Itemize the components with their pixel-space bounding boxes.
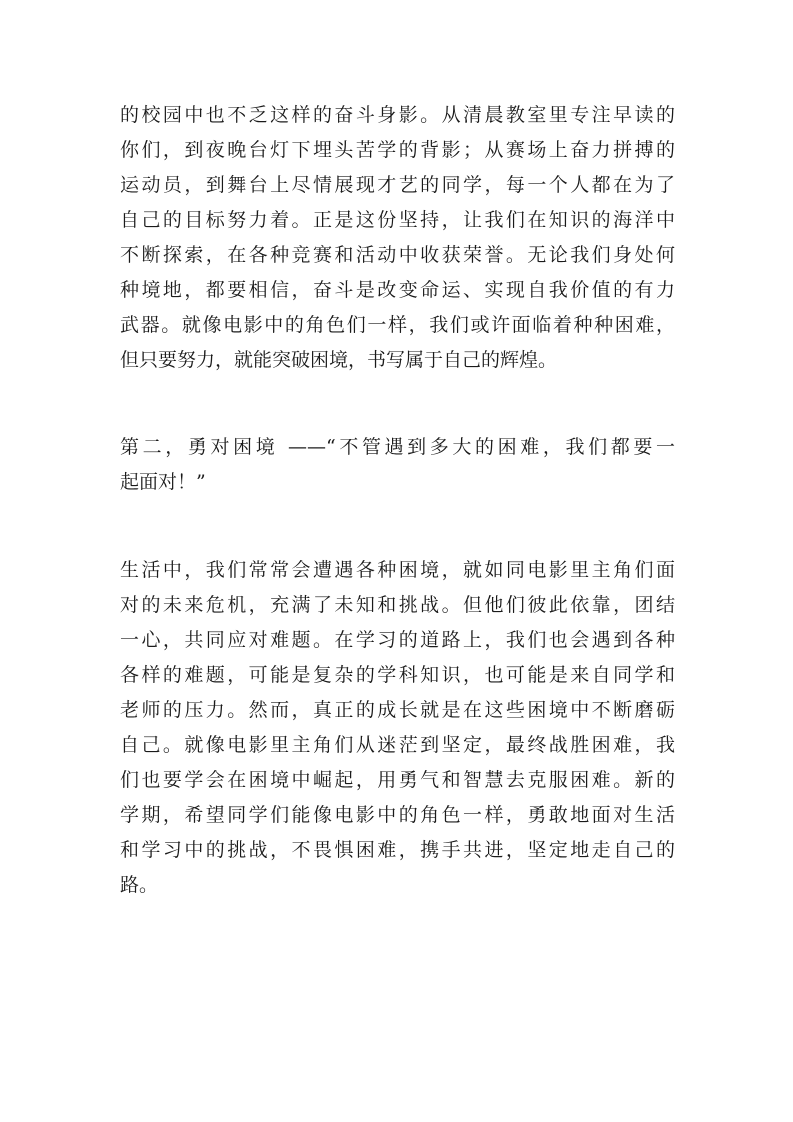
paragraph-line: 老师的压力。然而，真正的成长就是在这些困境中不断磨砺 xyxy=(120,699,675,721)
paragraph-line: 自己。就像电影里主角们从迷茫到坚定，最终战胜困难，我 xyxy=(120,734,675,756)
paragraph-line: 一心，共同应对难题。在学习的道路上，我们也会遇到各种 xyxy=(120,629,675,651)
heading-line: 第二，勇对困境 ——“不管遇到多大的困难，我们都要一 xyxy=(120,436,675,458)
paragraph-line: 不断探索，在各种竞赛和活动中收获荣誉。无论我们身处何 xyxy=(120,244,675,266)
document-body xyxy=(120,98,675,903)
paragraph-2 xyxy=(120,553,675,903)
paragraph-line: 和学习中的挑战，不畏惧困难，携手共进，坚定地走自己的 xyxy=(120,839,675,861)
paragraph-line: 们也要学会在困境中崛起，用勇气和智慧去克服困难。新的 xyxy=(120,769,675,791)
paragraph-spacer xyxy=(120,378,675,430)
paragraph-1 xyxy=(120,98,675,378)
paragraph-line: 武器。就像电影中的角色们一样，我们或许面临着种种困难， xyxy=(120,314,675,336)
paragraph-line: 各样的难题，可能是复杂的学科知识，也可能是来自同学和 xyxy=(120,664,675,686)
paragraph-line: 运动员，到舞台上尽情展现才艺的同学，每一个人都在为了 xyxy=(120,174,675,196)
paragraph-line: 学期，希望同学们能像电影中的角色一样，勇敢地面对生活 xyxy=(120,804,675,826)
paragraph-line: 路。 xyxy=(120,874,159,896)
section-heading-2 xyxy=(120,430,675,500)
paragraph-line: 的校园中也不乏这样的奋斗身影。从清晨教室里专注早读的 xyxy=(120,104,675,126)
paragraph-line: 自己的目标努力着。正是这份坚持，让我们在知识的海洋中 xyxy=(120,209,675,231)
paragraph-line: 对的未来危机，充满了未知和挑战。但他们彼此依靠，团结 xyxy=(120,594,675,616)
paragraph-spacer xyxy=(120,500,675,553)
paragraph-line: 你们，到夜晚台灯下埋头苦学的背影；从赛场上奋力拼搏的 xyxy=(120,139,675,161)
heading-line: 起面对！” xyxy=(120,471,206,493)
paragraph-line: 但只要努力，就能突破困境，书写属于自己的辉煌。 xyxy=(120,349,558,371)
paragraph-line: 种境地，都要相信，奋斗是改变命运、实现自我价值的有力 xyxy=(120,279,675,301)
paragraph-line: 生活中，我们常常会遭遇各种困境，就如同电影里主角们面 xyxy=(120,559,675,581)
